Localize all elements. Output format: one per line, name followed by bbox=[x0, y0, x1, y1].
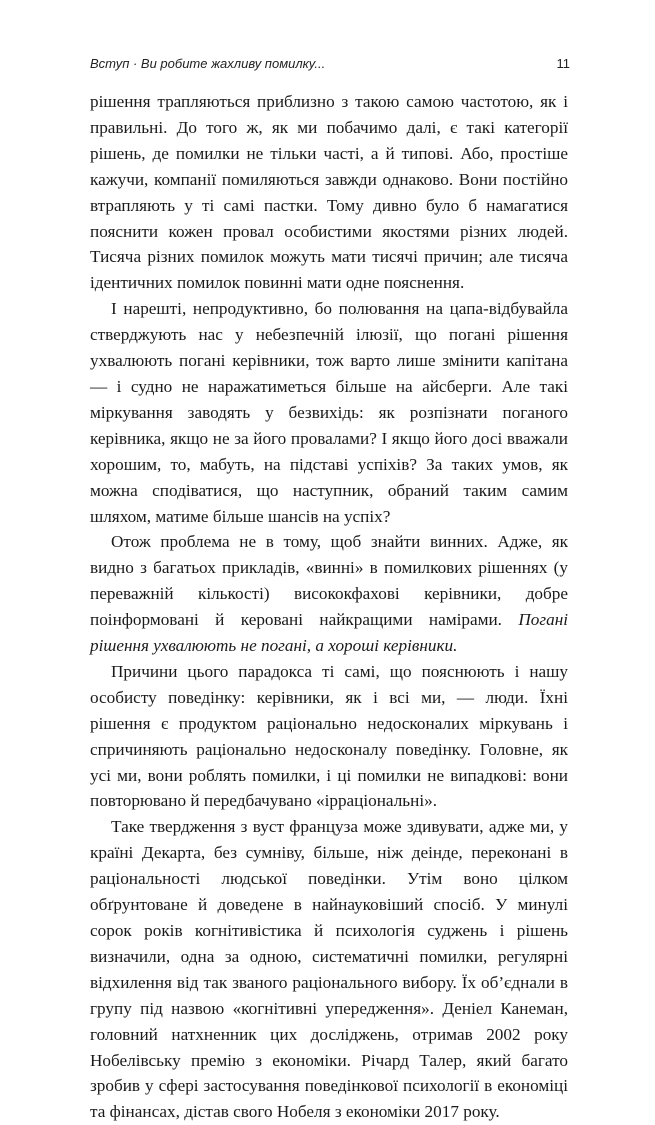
page-number: 11 bbox=[556, 56, 570, 71]
running-head bbox=[90, 56, 570, 76]
paragraph-4 bbox=[90, 659, 568, 814]
paragraph-3-text: Отож проблема не в тому, щоб знайти винних. Адже, як видно з багатьох прикладів, «винні» в помилкових рішеннях (у переважній кількості) висококфахові керівники, добре поінформовані й керовані найкращими намірами. bbox=[90, 532, 568, 630]
paragraph-3 bbox=[90, 529, 568, 659]
paragraph-5-text: Таке твердження з вуст француза може здивувати, адже ми, у країні Декарта, без сумніву, більше, ніж деінде, переконані в раціональності людської поведінки. Утім воно цілком обґрунтоване й доведене в найнауковіший спосіб. У минулі сорок років когнітивістика й психологія суджень і рішень визначили, одна за одною, систематичні помилки, регулярні відхилення від так званого раціонального вибору. Їх об’єднали в групу під назвою «когнітивні упередження». Деніел Канеман, головний натхненник цих досліджень, отримав 2002 року Нобелівську премію з економіки. Річард Талер, який багато зробив у сфері застосування поведінкової психології в економіці та фінансах, дістав свого Нобеля з економіки 2017 року. bbox=[90, 817, 568, 1122]
paragraph-4-text: Причини цього парадокса ті самі, що пояснюють і нашу особисту поведінку: керівники, як і всі ми, — люди. Їхні рішення є продуктом раціонально недосконалих міркувань і спричиняють раціонально недосконалу поведінку. Головне, як усі ми, вони роблять помилки, і ці помилки не випадкові: вони повторювано й передбачувано «ірраціональні». bbox=[90, 661, 568, 811]
paragraph-1-text: рішення трапляються приблизно з такою самою частотою, як і правильні. До того ж, як ми побачимо далі, є такі категорії рішень, де помилки не тільки часті, а й типові. Або, простіше кажучи, компанії помиляються завжди однаково. Вони постійно втрапляють у ті самі пастки. Тому дивно було б намагатися пояснити кожен провал особистими якостями різних людей. Тисяча різних помилок можуть мати тисячі причин; але тисяча ідентичних помилок повинні мати одне пояснення. bbox=[90, 92, 568, 293]
paragraph-2-text: І нарешті, непродуктивно, бо полювання на цапа-відбувайла стверджують нас у небезпечній ілюзії, що погані рішення ухвалюють погані керівники, тож варто лише змінити капітана — і судно не наражатиметься більше на айсберги. Але такі міркування заводять у безвихідь: як розпізнати поганого керівника, якщо не за його провалами? І якщо його досі вважали хорошим, то, мабуть, на підставі успіхів? За таких умов, як можна сподіватися, що наступник, обраний таким самим шляхом, матиме більше шансів на успіх? bbox=[90, 299, 568, 526]
paragraph-3-italic-thesis: Погані рішення ухвалюють не погані, а хороші керівники. bbox=[90, 610, 568, 656]
running-title: Вступ · Ви робите жахливу помилку... bbox=[90, 56, 326, 71]
paragraph-2 bbox=[90, 296, 568, 529]
paragraph-1 bbox=[90, 89, 568, 296]
